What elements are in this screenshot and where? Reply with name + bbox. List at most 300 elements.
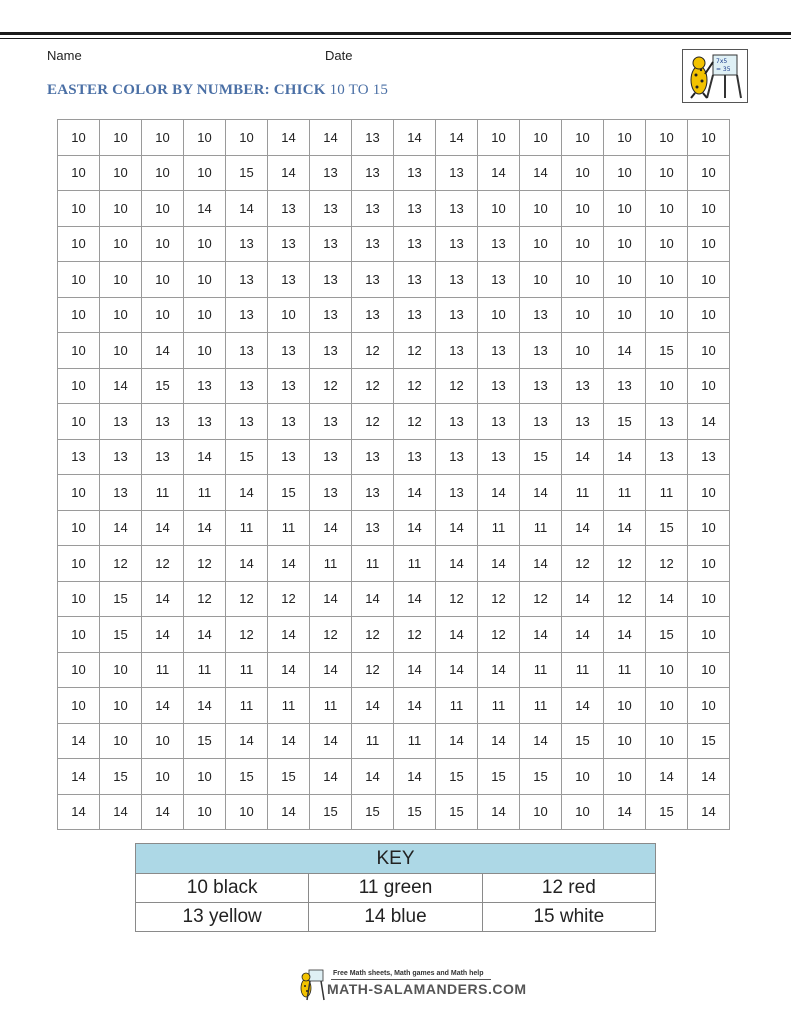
grid-cell[interactable]: 14	[184, 191, 226, 227]
grid-cell[interactable]: 10	[58, 368, 100, 404]
grid-cell[interactable]: 11	[520, 652, 562, 688]
grid-cell[interactable]: 14	[520, 723, 562, 759]
grid-cell[interactable]: 11	[310, 688, 352, 724]
grid-cell[interactable]: 14	[394, 759, 436, 795]
grid-cell[interactable]: 14	[268, 794, 310, 830]
grid-cell[interactable]: 10	[604, 155, 646, 191]
grid-cell[interactable]: 10	[58, 617, 100, 653]
grid-cell[interactable]: 15	[142, 368, 184, 404]
grid-cell[interactable]: 13	[226, 297, 268, 333]
grid-cell[interactable]: 13	[310, 226, 352, 262]
grid-cell[interactable]: 14	[562, 510, 604, 546]
grid-cell[interactable]: 12	[394, 617, 436, 653]
grid-cell[interactable]: 13	[226, 333, 268, 369]
grid-cell[interactable]: 10	[478, 120, 520, 156]
grid-cell[interactable]: 11	[226, 652, 268, 688]
grid-cell[interactable]: 10	[184, 297, 226, 333]
grid-cell[interactable]: 13	[520, 333, 562, 369]
grid-cell[interactable]: 10	[562, 191, 604, 227]
grid-cell[interactable]: 10	[562, 155, 604, 191]
grid-cell[interactable]: 14	[394, 510, 436, 546]
grid-cell[interactable]: 14	[268, 617, 310, 653]
grid-cell[interactable]: 15	[268, 475, 310, 511]
grid-cell[interactable]: 11	[394, 546, 436, 582]
grid-cell[interactable]: 14	[562, 617, 604, 653]
grid-cell[interactable]: 10	[184, 794, 226, 830]
grid-cell[interactable]: 10	[604, 262, 646, 298]
grid-cell[interactable]: 12	[310, 368, 352, 404]
grid-cell[interactable]: 14	[226, 475, 268, 511]
grid-cell[interactable]: 14	[226, 191, 268, 227]
grid-cell[interactable]: 15	[436, 759, 478, 795]
grid-cell[interactable]: 10	[58, 191, 100, 227]
grid-cell[interactable]: 15	[100, 617, 142, 653]
grid-cell[interactable]: 13	[310, 191, 352, 227]
grid-cell[interactable]: 11	[562, 652, 604, 688]
grid-cell[interactable]: 10	[604, 759, 646, 795]
grid-cell[interactable]: 15	[478, 759, 520, 795]
grid-cell[interactable]: 10	[100, 226, 142, 262]
grid-cell[interactable]: 12	[352, 652, 394, 688]
grid-cell[interactable]: 15	[520, 439, 562, 475]
grid-cell[interactable]: 10	[688, 617, 730, 653]
grid-cell[interactable]: 10	[142, 759, 184, 795]
grid-cell[interactable]: 10	[646, 368, 688, 404]
grid-cell[interactable]: 14	[436, 723, 478, 759]
grid-cell[interactable]: 13	[352, 439, 394, 475]
grid-cell[interactable]: 14	[58, 723, 100, 759]
grid-cell[interactable]: 14	[310, 120, 352, 156]
grid-cell[interactable]: 14	[520, 546, 562, 582]
grid-cell[interactable]: 14	[394, 475, 436, 511]
grid-cell[interactable]: 10	[58, 120, 100, 156]
grid-cell[interactable]: 14	[478, 723, 520, 759]
grid-cell[interactable]: 10	[562, 226, 604, 262]
grid-cell[interactable]: 14	[58, 794, 100, 830]
grid-cell[interactable]: 10	[58, 546, 100, 582]
grid-cell[interactable]: 14	[562, 688, 604, 724]
grid-cell[interactable]: 13	[520, 297, 562, 333]
grid-cell[interactable]: 14	[100, 368, 142, 404]
grid-cell[interactable]: 13	[352, 262, 394, 298]
grid-cell[interactable]: 10	[58, 226, 100, 262]
grid-cell[interactable]: 10	[268, 297, 310, 333]
grid-cell[interactable]: 13	[520, 368, 562, 404]
grid-cell[interactable]: 13	[394, 226, 436, 262]
grid-cell[interactable]: 14	[562, 581, 604, 617]
grid-cell[interactable]: 14	[142, 333, 184, 369]
grid-cell[interactable]: 14	[436, 617, 478, 653]
grid-cell[interactable]: 10	[478, 191, 520, 227]
grid-cell[interactable]: 10	[100, 723, 142, 759]
grid-cell[interactable]: 13	[310, 475, 352, 511]
grid-cell[interactable]: 11	[310, 546, 352, 582]
grid-cell[interactable]: 13	[310, 439, 352, 475]
grid-cell[interactable]: 10	[688, 226, 730, 262]
grid-cell[interactable]: 13	[478, 368, 520, 404]
grid-cell[interactable]: 10	[58, 404, 100, 440]
grid-cell[interactable]: 10	[520, 120, 562, 156]
grid-cell[interactable]: 13	[142, 439, 184, 475]
grid-cell[interactable]: 14	[604, 510, 646, 546]
grid-cell[interactable]: 11	[436, 688, 478, 724]
grid-cell[interactable]: 13	[268, 191, 310, 227]
grid-cell[interactable]: 15	[226, 759, 268, 795]
grid-cell[interactable]: 10	[562, 333, 604, 369]
grid-cell[interactable]: 13	[562, 368, 604, 404]
grid-cell[interactable]: 10	[520, 794, 562, 830]
grid-cell[interactable]: 11	[478, 688, 520, 724]
grid-cell[interactable]: 10	[562, 794, 604, 830]
grid-cell[interactable]: 10	[184, 155, 226, 191]
grid-cell[interactable]: 14	[268, 652, 310, 688]
grid-cell[interactable]: 13	[436, 333, 478, 369]
grid-cell[interactable]: 14	[436, 652, 478, 688]
grid-cell[interactable]: 14	[100, 510, 142, 546]
grid-cell[interactable]: 10	[646, 155, 688, 191]
grid-cell[interactable]: 14	[268, 155, 310, 191]
grid-cell[interactable]: 12	[562, 546, 604, 582]
grid-cell[interactable]: 10	[100, 333, 142, 369]
grid-cell[interactable]: 13	[436, 404, 478, 440]
grid-cell[interactable]: 10	[604, 191, 646, 227]
grid-cell[interactable]: 12	[184, 581, 226, 617]
grid-cell[interactable]: 13	[352, 226, 394, 262]
grid-cell[interactable]: 12	[310, 617, 352, 653]
grid-cell[interactable]: 12	[268, 581, 310, 617]
grid-cell[interactable]: 13	[268, 404, 310, 440]
grid-cell[interactable]: 14	[604, 333, 646, 369]
grid-cell[interactable]: 10	[688, 475, 730, 511]
grid-cell[interactable]: 11	[562, 475, 604, 511]
grid-cell[interactable]: 11	[184, 652, 226, 688]
grid-cell[interactable]: 15	[436, 794, 478, 830]
grid-cell[interactable]: 14	[268, 120, 310, 156]
grid-cell[interactable]: 13	[310, 404, 352, 440]
grid-cell[interactable]: 10	[100, 155, 142, 191]
grid-cell[interactable]: 12	[394, 404, 436, 440]
grid-cell[interactable]: 15	[394, 794, 436, 830]
grid-cell[interactable]: 12	[226, 581, 268, 617]
grid-cell[interactable]: 12	[604, 546, 646, 582]
grid-cell[interactable]: 14	[520, 617, 562, 653]
grid-cell[interactable]: 13	[604, 368, 646, 404]
grid-cell[interactable]: 15	[100, 581, 142, 617]
grid-cell[interactable]: 11	[520, 688, 562, 724]
grid-cell[interactable]: 10	[226, 120, 268, 156]
grid-cell[interactable]: 10	[226, 794, 268, 830]
grid-cell[interactable]: 12	[142, 546, 184, 582]
grid-cell[interactable]: 10	[604, 226, 646, 262]
grid-cell[interactable]: 13	[436, 191, 478, 227]
grid-cell[interactable]: 13	[436, 155, 478, 191]
grid-cell[interactable]: 14	[310, 759, 352, 795]
grid-cell[interactable]: 13	[310, 297, 352, 333]
grid-cell[interactable]: 13	[436, 439, 478, 475]
grid-cell[interactable]: 14	[142, 794, 184, 830]
grid-cell[interactable]: 10	[562, 262, 604, 298]
grid-cell[interactable]: 10	[562, 297, 604, 333]
grid-cell[interactable]: 10	[142, 297, 184, 333]
grid-cell[interactable]: 11	[604, 652, 646, 688]
grid-cell[interactable]: 14	[352, 688, 394, 724]
grid-cell[interactable]: 11	[268, 510, 310, 546]
grid-cell[interactable]: 14	[478, 155, 520, 191]
grid-cell[interactable]: 13	[478, 262, 520, 298]
grid-cell[interactable]: 14	[604, 617, 646, 653]
grid-cell[interactable]: 13	[352, 155, 394, 191]
grid-cell[interactable]: 14	[268, 546, 310, 582]
grid-cell[interactable]: 14	[688, 404, 730, 440]
grid-cell[interactable]: 11	[394, 723, 436, 759]
grid-cell[interactable]: 10	[100, 652, 142, 688]
grid-cell[interactable]: 10	[142, 262, 184, 298]
grid-cell[interactable]: 11	[352, 723, 394, 759]
grid-cell[interactable]: 11	[142, 652, 184, 688]
grid-cell[interactable]: 14	[520, 475, 562, 511]
grid-cell[interactable]: 13	[394, 297, 436, 333]
grid-cell[interactable]: 13	[436, 226, 478, 262]
grid-cell[interactable]: 10	[100, 688, 142, 724]
grid-cell[interactable]: 13	[142, 404, 184, 440]
grid-cell[interactable]: 14	[184, 617, 226, 653]
grid-cell[interactable]: 10	[58, 333, 100, 369]
grid-cell[interactable]: 13	[478, 404, 520, 440]
grid-cell[interactable]: 15	[268, 759, 310, 795]
grid-cell[interactable]: 11	[268, 688, 310, 724]
grid-cell[interactable]: 15	[100, 759, 142, 795]
grid-cell[interactable]: 13	[226, 368, 268, 404]
grid-cell[interactable]: 15	[520, 759, 562, 795]
grid-cell[interactable]: 10	[688, 368, 730, 404]
grid-cell[interactable]: 10	[184, 120, 226, 156]
grid-cell[interactable]: 13	[478, 439, 520, 475]
grid-cell[interactable]: 14	[184, 439, 226, 475]
grid-cell[interactable]: 10	[688, 297, 730, 333]
grid-cell[interactable]: 14	[394, 581, 436, 617]
grid-cell[interactable]: 13	[436, 262, 478, 298]
grid-cell[interactable]: 10	[184, 333, 226, 369]
grid-cell[interactable]: 12	[478, 617, 520, 653]
grid-cell[interactable]: 10	[646, 120, 688, 156]
grid-cell[interactable]: 13	[268, 333, 310, 369]
grid-cell[interactable]: 15	[226, 439, 268, 475]
grid-cell[interactable]: 10	[646, 723, 688, 759]
grid-cell[interactable]: 14	[688, 759, 730, 795]
grid-cell[interactable]: 12	[226, 617, 268, 653]
grid-cell[interactable]: 10	[604, 723, 646, 759]
grid-cell[interactable]: 13	[100, 404, 142, 440]
grid-cell[interactable]: 14	[436, 546, 478, 582]
grid-cell[interactable]: 10	[58, 475, 100, 511]
grid-cell[interactable]: 13	[352, 120, 394, 156]
grid-cell[interactable]: 14	[604, 794, 646, 830]
grid-cell[interactable]: 15	[604, 404, 646, 440]
grid-cell[interactable]: 10	[100, 297, 142, 333]
grid-cell[interactable]: 10	[184, 262, 226, 298]
grid-cell[interactable]: 14	[226, 546, 268, 582]
grid-cell[interactable]: 13	[436, 475, 478, 511]
grid-cell[interactable]: 10	[58, 652, 100, 688]
grid-cell[interactable]: 10	[142, 226, 184, 262]
grid-cell[interactable]: 13	[100, 475, 142, 511]
grid-cell[interactable]: 14	[394, 120, 436, 156]
grid-cell[interactable]: 14	[688, 794, 730, 830]
grid-cell[interactable]: 10	[100, 120, 142, 156]
grid-cell[interactable]: 13	[184, 368, 226, 404]
grid-cell[interactable]: 10	[58, 297, 100, 333]
grid-cell[interactable]: 12	[352, 333, 394, 369]
grid-cell[interactable]: 13	[352, 510, 394, 546]
grid-cell[interactable]: 10	[646, 262, 688, 298]
grid-cell[interactable]: 14	[310, 510, 352, 546]
grid-cell[interactable]: 14	[310, 581, 352, 617]
grid-cell[interactable]: 10	[478, 297, 520, 333]
grid-cell[interactable]: 13	[646, 439, 688, 475]
grid-cell[interactable]: 14	[478, 794, 520, 830]
grid-cell[interactable]: 13	[310, 155, 352, 191]
grid-cell[interactable]: 12	[100, 546, 142, 582]
grid-cell[interactable]: 10	[142, 155, 184, 191]
grid-cell[interactable]: 13	[352, 475, 394, 511]
grid-cell[interactable]: 14	[352, 759, 394, 795]
grid-cell[interactable]: 11	[646, 475, 688, 511]
grid-cell[interactable]: 11	[226, 510, 268, 546]
grid-cell[interactable]: 13	[520, 404, 562, 440]
grid-cell[interactable]: 14	[562, 439, 604, 475]
grid-cell[interactable]: 10	[58, 688, 100, 724]
grid-cell[interactable]: 14	[436, 510, 478, 546]
grid-cell[interactable]: 13	[226, 262, 268, 298]
grid-cell[interactable]: 14	[310, 652, 352, 688]
grid-cell[interactable]: 10	[520, 226, 562, 262]
grid-cell[interactable]: 10	[142, 723, 184, 759]
grid-cell[interactable]: 13	[268, 439, 310, 475]
grid-cell[interactable]: 15	[688, 723, 730, 759]
grid-cell[interactable]: 10	[688, 191, 730, 227]
grid-cell[interactable]: 12	[436, 368, 478, 404]
grid-cell[interactable]: 10	[604, 120, 646, 156]
grid-cell[interactable]: 10	[688, 581, 730, 617]
grid-cell[interactable]: 12	[520, 581, 562, 617]
grid-cell[interactable]: 10	[100, 262, 142, 298]
grid-cell[interactable]: 10	[688, 510, 730, 546]
grid-cell[interactable]: 12	[352, 368, 394, 404]
grid-cell[interactable]: 13	[310, 333, 352, 369]
grid-cell[interactable]: 15	[184, 723, 226, 759]
grid-cell[interactable]: 13	[562, 404, 604, 440]
grid-cell[interactable]: 10	[100, 191, 142, 227]
grid-cell[interactable]: 10	[58, 262, 100, 298]
grid-cell[interactable]: 13	[478, 333, 520, 369]
grid-cell[interactable]: 14	[646, 759, 688, 795]
grid-cell[interactable]: 13	[226, 226, 268, 262]
grid-cell[interactable]: 13	[352, 191, 394, 227]
grid-cell[interactable]: 14	[184, 688, 226, 724]
grid-cell[interactable]: 14	[142, 510, 184, 546]
grid-cell[interactable]: 13	[100, 439, 142, 475]
grid-cell[interactable]: 14	[310, 723, 352, 759]
grid-cell[interactable]: 10	[646, 191, 688, 227]
grid-cell[interactable]: 11	[142, 475, 184, 511]
grid-cell[interactable]: 10	[688, 333, 730, 369]
grid-cell[interactable]: 10	[688, 262, 730, 298]
grid-cell[interactable]: 15	[646, 333, 688, 369]
grid-cell[interactable]: 10	[604, 688, 646, 724]
grid-cell[interactable]: 15	[562, 723, 604, 759]
grid-cell[interactable]: 11	[184, 475, 226, 511]
grid-cell[interactable]: 14	[142, 617, 184, 653]
grid-cell[interactable]: 11	[352, 546, 394, 582]
grid-cell[interactable]: 10	[58, 581, 100, 617]
grid-cell[interactable]: 14	[520, 155, 562, 191]
grid-cell[interactable]: 15	[352, 794, 394, 830]
grid-cell[interactable]: 15	[646, 617, 688, 653]
grid-cell[interactable]: 10	[604, 297, 646, 333]
grid-cell[interactable]: 13	[268, 262, 310, 298]
grid-cell[interactable]: 14	[604, 439, 646, 475]
grid-cell[interactable]: 10	[646, 226, 688, 262]
grid-cell[interactable]: 10	[58, 510, 100, 546]
grid-cell[interactable]: 12	[604, 581, 646, 617]
grid-cell[interactable]: 11	[478, 510, 520, 546]
grid-cell[interactable]: 13	[268, 368, 310, 404]
grid-cell[interactable]: 14	[436, 120, 478, 156]
grid-cell[interactable]: 14	[142, 581, 184, 617]
grid-cell[interactable]: 10	[142, 191, 184, 227]
grid-cell[interactable]: 14	[478, 546, 520, 582]
grid-cell[interactable]: 11	[226, 688, 268, 724]
grid-cell[interactable]: 14	[478, 652, 520, 688]
grid-cell[interactable]: 15	[646, 794, 688, 830]
grid-cell[interactable]: 14	[142, 688, 184, 724]
grid-cell[interactable]: 15	[310, 794, 352, 830]
grid-cell[interactable]: 13	[394, 191, 436, 227]
grid-cell[interactable]: 10	[562, 120, 604, 156]
grid-cell[interactable]: 10	[142, 120, 184, 156]
grid-cell[interactable]: 14	[100, 794, 142, 830]
grid-cell[interactable]: 12	[184, 546, 226, 582]
grid-cell[interactable]: 10	[688, 652, 730, 688]
grid-cell[interactable]: 10	[688, 546, 730, 582]
grid-cell[interactable]: 13	[394, 439, 436, 475]
grid-cell[interactable]: 13	[352, 297, 394, 333]
grid-cell[interactable]: 12	[646, 546, 688, 582]
grid-cell[interactable]: 12	[436, 581, 478, 617]
grid-cell[interactable]: 13	[268, 226, 310, 262]
grid-cell[interactable]: 14	[646, 581, 688, 617]
grid-cell[interactable]: 14	[58, 759, 100, 795]
grid-cell[interactable]: 11	[520, 510, 562, 546]
grid-cell[interactable]: 10	[562, 759, 604, 795]
grid-cell[interactable]: 13	[58, 439, 100, 475]
grid-cell[interactable]: 14	[394, 688, 436, 724]
grid-cell[interactable]: 10	[520, 191, 562, 227]
grid-cell[interactable]: 14	[394, 652, 436, 688]
grid-cell[interactable]: 13	[226, 404, 268, 440]
grid-cell[interactable]: 10	[184, 759, 226, 795]
grid-cell[interactable]: 14	[184, 510, 226, 546]
grid-cell[interactable]: 13	[688, 439, 730, 475]
grid-cell[interactable]: 12	[352, 404, 394, 440]
grid-cell[interactable]: 10	[688, 155, 730, 191]
grid-cell[interactable]: 11	[604, 475, 646, 511]
grid-cell[interactable]: 10	[58, 155, 100, 191]
grid-cell[interactable]: 15	[226, 155, 268, 191]
grid-cell[interactable]: 13	[394, 262, 436, 298]
grid-cell[interactable]: 10	[688, 688, 730, 724]
grid-cell[interactable]: 10	[688, 120, 730, 156]
